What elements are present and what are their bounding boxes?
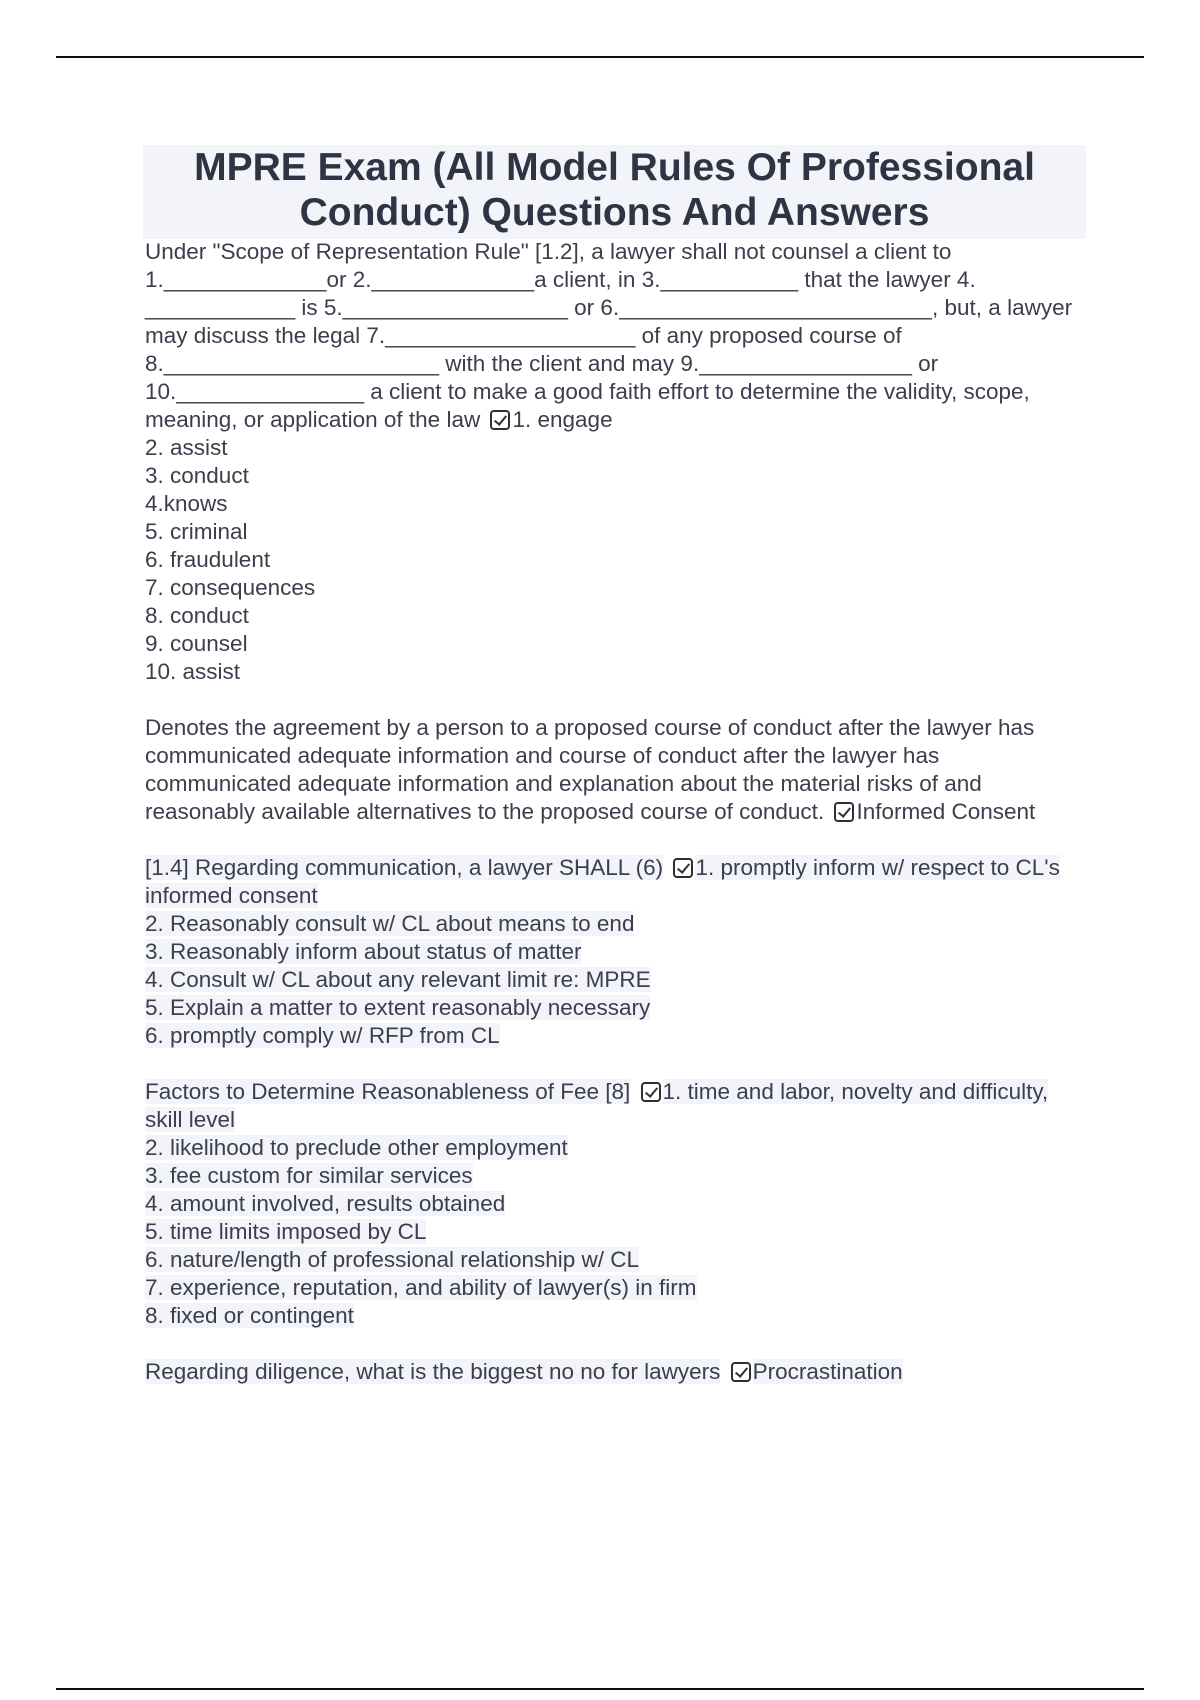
answer-item: 5. Explain a matter to extent reasonably necessary bbox=[145, 995, 651, 1020]
answer-item: 4. Consult w/ CL about any relevant limit re: MPRE bbox=[145, 967, 651, 992]
answer-item: 6. fraudulent bbox=[145, 547, 271, 572]
top-rule bbox=[56, 56, 1144, 58]
qa-item bbox=[145, 714, 1090, 826]
qa-answer-first: Informed Consent bbox=[856, 799, 1036, 824]
answer-list bbox=[145, 910, 1090, 1050]
checkbox-checked-icon bbox=[834, 802, 854, 822]
document-title: MPRE Exam (All Model Rules Of Professional Conduct) Questions And Answers bbox=[194, 146, 1035, 234]
qa-question: Factors to Determine Reasonableness of Fee [8] bbox=[145, 1079, 631, 1104]
answer-item: 7. consequences bbox=[145, 575, 316, 600]
answer-item: 10. assist bbox=[145, 659, 241, 684]
answer-item: 5. time limits imposed by CL bbox=[145, 1219, 427, 1244]
qa-item bbox=[145, 854, 1090, 1050]
qa-question-line bbox=[145, 1078, 1090, 1134]
answer-item: 2. assist bbox=[145, 435, 228, 460]
qa-item bbox=[145, 238, 1090, 686]
qa-question-line bbox=[145, 238, 1090, 434]
answer-item: 2. Reasonably consult w/ CL about means to end bbox=[145, 911, 635, 936]
qa-question: [1.4] Regarding communication, a lawyer SHALL (6) bbox=[145, 855, 664, 880]
checkbox-checked-icon bbox=[673, 858, 693, 878]
qa-answer-first: 1. promptly inform w/ respect to CL's informed consent bbox=[145, 855, 1060, 908]
qa-question-line bbox=[145, 1358, 1090, 1386]
answer-item: 5. criminal bbox=[145, 519, 248, 544]
answer-list bbox=[145, 1134, 1090, 1330]
checkbox-checked-icon bbox=[731, 1362, 751, 1382]
answer-item: 4.knows bbox=[145, 491, 228, 516]
qa-item bbox=[145, 1358, 1090, 1386]
checkbox-checked-icon bbox=[641, 1082, 661, 1102]
answer-list bbox=[145, 434, 1090, 686]
qa-answer-first: 1. engage bbox=[512, 407, 613, 432]
answer-item: 4. amount involved, results obtained bbox=[145, 1191, 506, 1216]
checkbox-checked-icon bbox=[490, 410, 510, 430]
answer-item: 7. experience, reputation, and ability of lawyer(s) in firm bbox=[145, 1275, 697, 1300]
answer-item: 8. conduct bbox=[145, 603, 249, 628]
answer-item: 8. fixed or contingent bbox=[145, 1303, 354, 1328]
bottom-rule bbox=[56, 1688, 1144, 1690]
qa-item bbox=[145, 1078, 1090, 1330]
answer-item: 6. promptly comply w/ RFP from CL bbox=[145, 1023, 500, 1048]
answer-item: 3. conduct bbox=[145, 463, 249, 488]
qa-answer-first: Procrastination bbox=[752, 1359, 903, 1384]
qa-question-line bbox=[145, 854, 1090, 910]
answer-item: 2. likelihood to preclude other employment bbox=[145, 1135, 568, 1160]
qa-question-line bbox=[145, 714, 1090, 826]
answer-item: 6. nature/length of professional relationship w/ CL bbox=[145, 1247, 640, 1272]
qa-question: Regarding diligence, what is the biggest no no for lawyers bbox=[145, 1359, 721, 1384]
qa-content bbox=[145, 238, 1090, 1414]
qa-answer-first: 1. time and labor, novelty and difficulty, skill level bbox=[145, 1079, 1049, 1132]
qa-question: Denotes the agreement by a person to a proposed course of conduct after the lawyer has communicated adequate information and course of conduct after the lawyer has communicated adequate information and explanation about the material risks of and reasonably available alternatives to the proposed course of conduct. bbox=[145, 715, 1035, 824]
answer-item: 9. counsel bbox=[145, 631, 248, 656]
qa-question: Under "Scope of Representation Rule" [1.2], a lawyer shall not counsel a client to 1._____________or 2._____________a client, in 3.___________ that the lawyer 4. ____________ is 5.__________________ or 6._________________________, but, a lawyer may discuss the legal 7.____________________ of any proposed course of 8.______________________ with the client and may 9._________________ or 10._______________ a client to make a good faith effort to determine the validity, scope, meaning, or application of the law bbox=[145, 239, 1073, 432]
answer-item: 3. Reasonably inform about status of matter bbox=[145, 939, 582, 964]
answer-item: 3. fee custom for similar services bbox=[145, 1163, 473, 1188]
